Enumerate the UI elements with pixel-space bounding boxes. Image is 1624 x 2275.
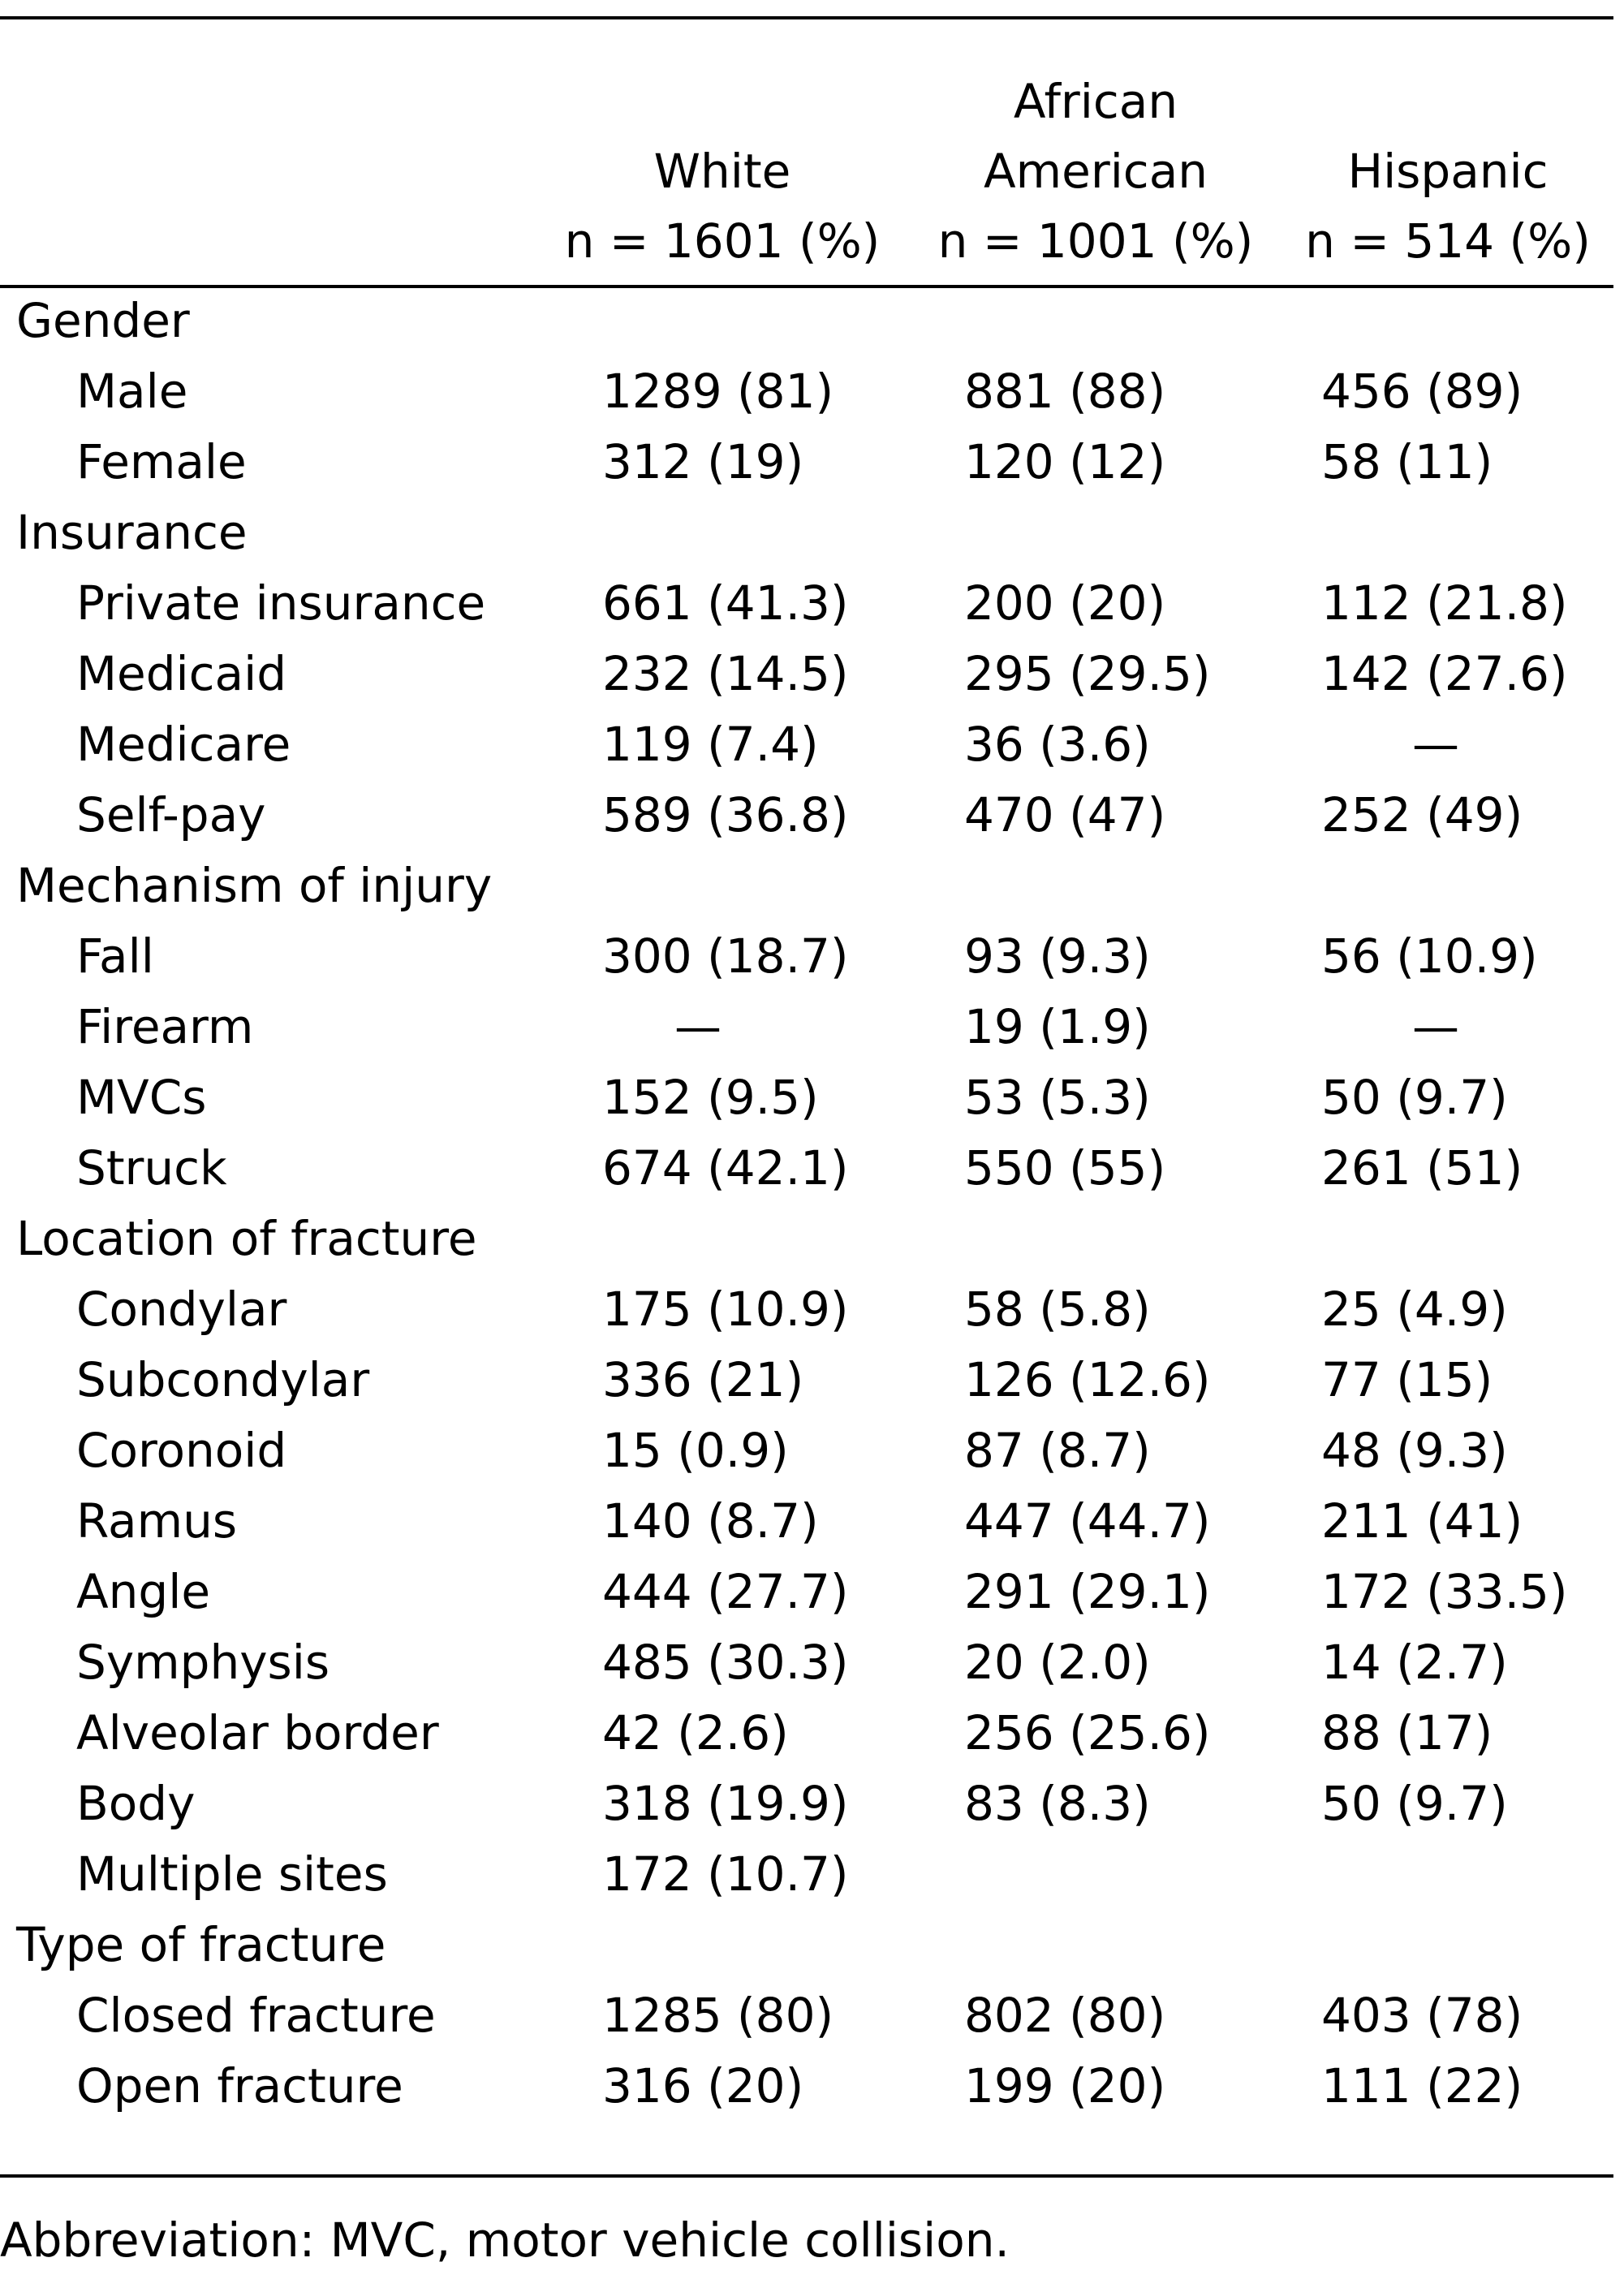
row-label: Alveolar border [76,1705,439,1760]
cell-african-american: 58 (5.8) [964,1282,1151,1337]
cell-african-american: 87 (8.7) [964,1423,1151,1478]
table-row [0,1698,1613,1769]
header-hispanic-n: n = 514 (%) [1305,213,1591,269]
cell-white: 232 (14.5) [602,646,849,701]
header-stub [0,16,536,136]
table-body [0,286,1613,2122]
cell-white: 444 (27.7) [602,1564,849,1619]
cell-african-american: 120 (12) [964,434,1166,489]
row-label: Private insurance [76,575,486,631]
row-label: Struck [76,1140,227,1196]
section-row [0,286,1613,356]
table-row [0,1345,1613,1415]
cell-hispanic: 252 (49) [1321,787,1523,842]
table-row [0,427,1613,498]
cell-african-american: 20 (2.0) [964,1635,1151,1690]
row-label: Female [76,434,247,489]
cell-african-american: 550 (55) [964,1140,1166,1196]
cell-white: 42 (2.6) [602,1705,789,1760]
row-label: Closed fracture [76,1988,436,2043]
cell-white: 589 (36.8) [602,787,849,842]
cell-african-american: 470 (47) [964,787,1166,842]
cell-white: 175 (10.9) [602,1282,849,1337]
table-row [0,1627,1613,1698]
cell-african-american: 36 (3.6) [964,717,1151,772]
cell-hispanic: 142 (27.6) [1321,646,1568,701]
cell-hispanic: 56 (10.9) [1321,929,1538,984]
cell-hispanic: 50 (9.7) [1321,1070,1508,1125]
cell-white: 674 (42.1) [602,1140,849,1196]
cell-hispanic: 48 (9.3) [1321,1423,1508,1478]
cell-hispanic: 456 (89) [1321,364,1523,419]
cell-white: 172 (10.7) [602,1846,849,1902]
cell-african-american: 200 (20) [964,575,1166,631]
header-stub-blank [0,136,536,206]
cell-african-american: 447 (44.7) [964,1493,1211,1549]
cell-white: 15 (0.9) [602,1423,789,1478]
row-label: Body [76,1776,196,1831]
cell-white: 336 (21) [602,1352,804,1407]
cell-white: 661 (41.3) [602,575,849,631]
table-row [0,1486,1613,1557]
table-row [0,1839,1613,1910]
cell-african-american: 53 (5.3) [964,1070,1151,1125]
cell-hispanic: 211 (41) [1321,1493,1523,1549]
cell-african-american: 802 (80) [964,1988,1166,2043]
cell-white: 316 (20) [602,2058,804,2113]
cell-hispanic: 77 (15) [1321,1352,1493,1407]
row-label: MVCs [76,1070,207,1125]
section-title: Location of fracture [16,1211,477,1266]
cell-african-american: 256 (25.6) [964,1705,1211,1760]
cell-white: 485 (30.3) [602,1635,849,1690]
table-row [0,1062,1613,1133]
table-footnote: Abbreviation: MVC, motor vehicle collision. [0,2213,1010,2268]
row-label: Male [76,364,188,419]
cell-hispanic: 88 (17) [1321,1705,1493,1760]
row-label: Multiple sites [76,1846,388,1902]
cell-african-american: 19 (1.9) [964,999,1151,1054]
cell-white: 140 (8.7) [602,1493,819,1549]
cell-white: 318 (19.9) [602,1776,849,1831]
table-row [0,1557,1613,1627]
cell-hispanic: 58 (11) [1321,434,1493,489]
table-row [0,780,1613,851]
section-title: Type of fracture [16,1917,386,1972]
row-label: Condylar [76,1282,287,1337]
demographics-table [0,16,1613,2122]
cell-hispanic: — [1412,717,1459,772]
cell-white: 1289 (81) [602,364,834,419]
row-label: Self-pay [76,787,266,842]
header-white-line1 [536,16,909,136]
table-row [0,356,1613,427]
cell-hispanic [1282,1839,1613,1910]
row-label: Open fracture [76,2058,403,2113]
cell-hispanic: 112 (21.8) [1321,575,1568,631]
table-row [0,709,1613,780]
header-african-american-line1: African [1013,74,1178,129]
section-title: Mechanism of injury [16,858,493,913]
table-row [0,1769,1613,1839]
section-title: Gender [16,293,190,348]
row-label: Subcondylar [76,1352,370,1407]
header-african-american-line2: American [983,144,1208,199]
header-hispanic-line1 [1282,16,1613,136]
cell-african-american: 126 (12.6) [964,1352,1211,1407]
header-african-american-n: n = 1001 (%) [937,213,1254,269]
section-row [0,851,1613,921]
cell-white: — [674,999,722,1054]
row-label: Symphysis [76,1635,330,1690]
table-row [0,568,1613,639]
section-title: Insurance [16,505,248,560]
row-label: Medicaid [76,646,287,701]
table-row [0,921,1613,992]
cell-african-american: 199 (20) [964,2058,1166,2113]
section-row [0,1204,1613,1274]
table-row [0,1415,1613,1486]
row-label: Ramus [76,1493,238,1549]
header-white-line2: White [653,144,791,199]
table-row [0,992,1613,1062]
table-header [0,16,1613,286]
row-label: Fall [76,929,154,984]
row-label: Firearm [76,999,254,1054]
header-hispanic-line2: Hispanic [1347,144,1549,199]
cell-african-american [909,1839,1282,1910]
table-row [0,1133,1613,1204]
row-label: Coronoid [76,1423,287,1478]
row-label: Medicare [76,717,291,772]
section-row [0,498,1613,568]
cell-hispanic: 25 (4.9) [1321,1282,1508,1337]
cell-african-american: 295 (29.5) [964,646,1211,701]
table-row [0,639,1613,709]
row-label: Angle [76,1564,211,1619]
cell-african-american: 83 (8.3) [964,1776,1151,1831]
table-row [0,1980,1613,2051]
table-row [0,2051,1613,2122]
header-stub-blank [0,206,536,276]
cell-hispanic: 172 (33.5) [1321,1564,1568,1619]
cell-hispanic: 261 (51) [1321,1140,1523,1196]
cell-white: 152 (9.5) [602,1070,819,1125]
cell-hispanic: 50 (9.7) [1321,1776,1508,1831]
cell-african-american: 291 (29.1) [964,1564,1211,1619]
cell-hispanic: 14 (2.7) [1321,1635,1508,1690]
header-white-n: n = 1601 (%) [564,213,881,269]
section-row [0,1910,1613,1980]
cell-hispanic: 111 (22) [1321,2058,1523,2113]
cell-african-american: 93 (9.3) [964,929,1151,984]
cell-hispanic: — [1412,999,1459,1054]
table-bottom-rule [0,2174,1613,2178]
cell-african-american: 881 (88) [964,364,1166,419]
cell-white: 312 (19) [602,434,804,489]
table-row [0,1274,1613,1345]
cell-white: 119 (7.4) [602,717,819,772]
cell-white: 1285 (80) [602,1988,834,2043]
cell-hispanic: 403 (78) [1321,1988,1523,2043]
cell-white: 300 (18.7) [602,929,849,984]
